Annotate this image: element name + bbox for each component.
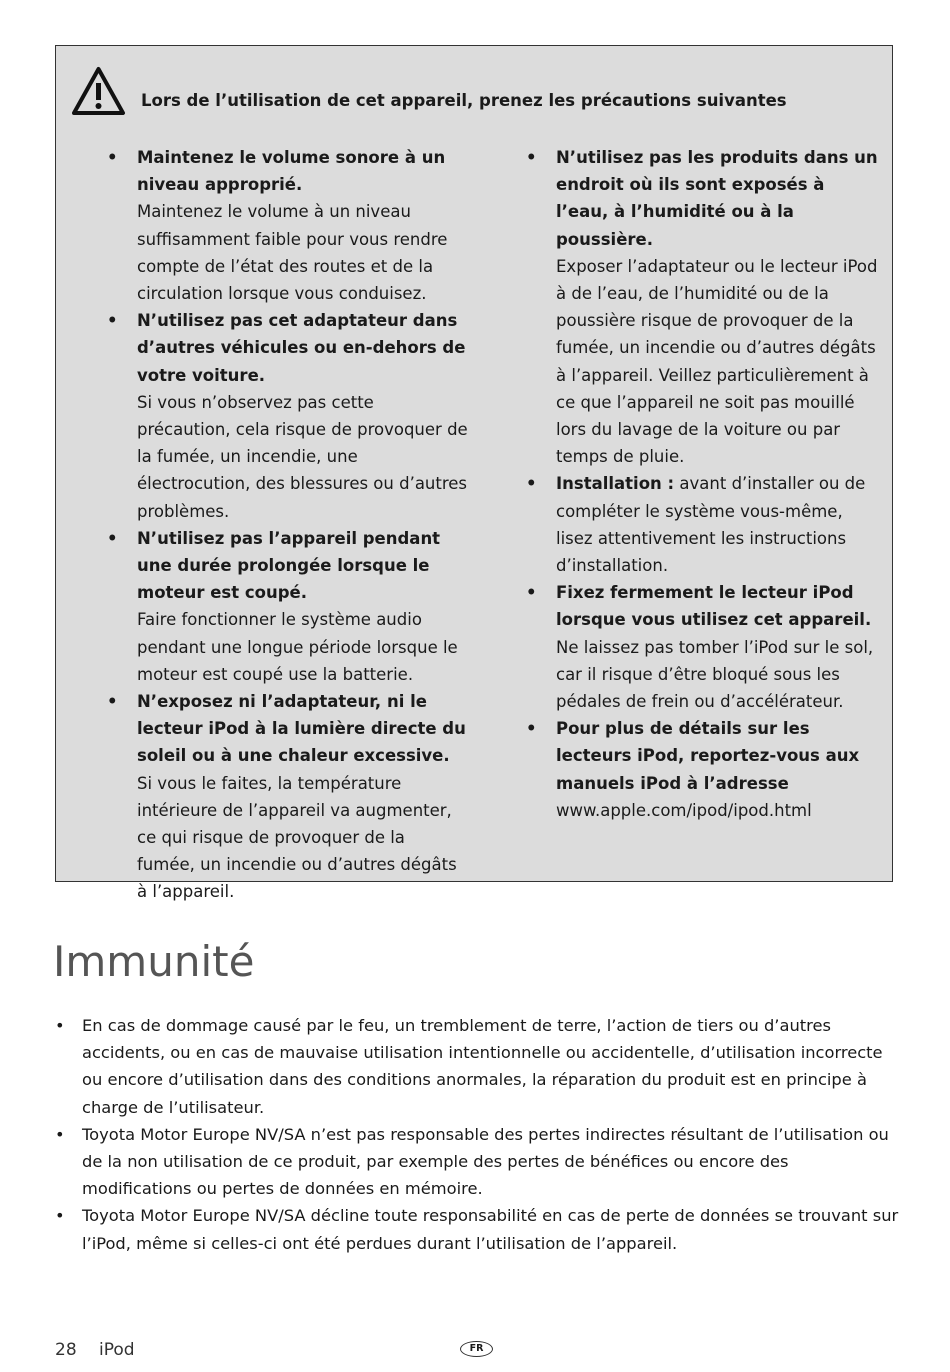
list-item bbox=[515, 579, 880, 715]
list-item bbox=[96, 307, 468, 525]
list-item bbox=[96, 144, 468, 307]
item-text: Si vous le faites, la température intérieure de l’appareil va augmenter, ce qui risque de provoquer de la fumée, un incendie ou d’autres dégâts à l’appareil. bbox=[137, 773, 457, 902]
item-title: • Maintenez le volume sonore à un niveau approprié. bbox=[137, 148, 446, 195]
section-heading: Immunité bbox=[53, 937, 255, 986]
document-name: iPod bbox=[99, 1340, 135, 1360]
warning-list-left bbox=[96, 144, 468, 906]
list-item: • Toyota Motor Europe NV/SA n’est pas responsable des pertes indirectes résultant de l’utilisation ou de la non utilisation de ce produit, par exemple des pertes de bénéfices ou encore des modifications ou pertes de données en mémoire. bbox=[55, 1121, 900, 1203]
item-title: • N’exposez ni l’adaptateur, ni le lecteur iPod à la lumière directe du soleil ou à une chaleur excessive. bbox=[137, 692, 466, 766]
item-text: Maintenez le volume à un niveau suffisamment faible pour vous rendre compte de l’état des routes et de la circulation lorsque vous conduisez. bbox=[137, 202, 448, 304]
immunite-list bbox=[55, 1012, 900, 1257]
language-badge: FR bbox=[460, 1341, 493, 1357]
list-item bbox=[96, 688, 468, 906]
item-text: Ne laissez pas tomber l’iPod sur le sol, car il risque d’être bloqué sous les pédales de frein ou d’accélérateur. bbox=[556, 637, 874, 712]
item-text: Exposer l’adaptateur ou le lecteur iPod à de l’eau, de l’humidité ou de la poussière risque de provoquer de la fumée, un incendie ou d’autres dégâts à l’appareil. Veillez particulièrement à ce que l’appareil ne soit pas mouillé lors du lavage de la voiture ou par temps de pluie. bbox=[556, 256, 878, 467]
item-text: Faire fonctionner le système audio pendant une longue période lorsque le moteur est coupé use la batterie. bbox=[137, 610, 458, 684]
url-text: www.apple.com/ipod/ipod.html bbox=[556, 800, 812, 820]
page-number: 28 bbox=[55, 1340, 77, 1360]
item-title: • N’utilisez pas les produits dans un endroit où ils sont exposés à l’eau, à l’humidité ou à la poussière. bbox=[556, 148, 878, 249]
list-item: • Toyota Motor Europe NV/SA décline toute responsabilité en cas de perte de données se trouvant sur l’iPod, même si celles-ci ont été perdues durant l’utilisation de l’appareil. bbox=[55, 1202, 900, 1256]
item-title: • N’utilisez pas l’appareil pendant une durée prolongée lorsque le moteur est coupé. bbox=[137, 528, 441, 603]
warning-list-right bbox=[515, 144, 880, 824]
list-item bbox=[96, 525, 468, 688]
item-title: • Pour plus de détails sur les lecteurs iPod, reportez-vous aux manuels iPod à l’adresse bbox=[556, 719, 860, 793]
list-item: • En cas de dommage causé par le feu, un tremblement de terre, l’action de tiers ou d’autres accidents, ou en cas de mauvaise utilisation intentionnelle ou accidentelle, d’utilisation incorrecte ou encore d’utilisation dans des conditions anormales, la réparation du produit est en principe à charge de l’utilisateur. bbox=[55, 1012, 900, 1121]
item-text: Si vous n’observez pas cette précaution, cela risque de provoquer de la fumée, un incendie, une électrocution, des blessures ou d’autres problèmes. bbox=[137, 392, 468, 521]
item-title: • N’utilisez pas cet adaptateur dans d’autres véhicules ou en-dehors de votre voiture. bbox=[137, 311, 466, 385]
warning-box bbox=[55, 45, 893, 902]
list-item bbox=[515, 470, 880, 579]
item-title: Installation : bbox=[556, 474, 675, 494]
warning-title: Lors de l’utilisation de cet appareil, prenez les précautions suivantes bbox=[141, 91, 787, 110]
list-item bbox=[515, 715, 880, 824]
warning-triangle-icon bbox=[71, 66, 126, 116]
item-text: avant d’installer ou de compléter le système vous-même, lisez attentivement les instructions d’installation. bbox=[556, 474, 866, 576]
item-title: • Fixez fermement le lecteur iPod lorsque vous utilisez cet appareil. bbox=[556, 583, 872, 630]
list-item bbox=[515, 144, 880, 470]
